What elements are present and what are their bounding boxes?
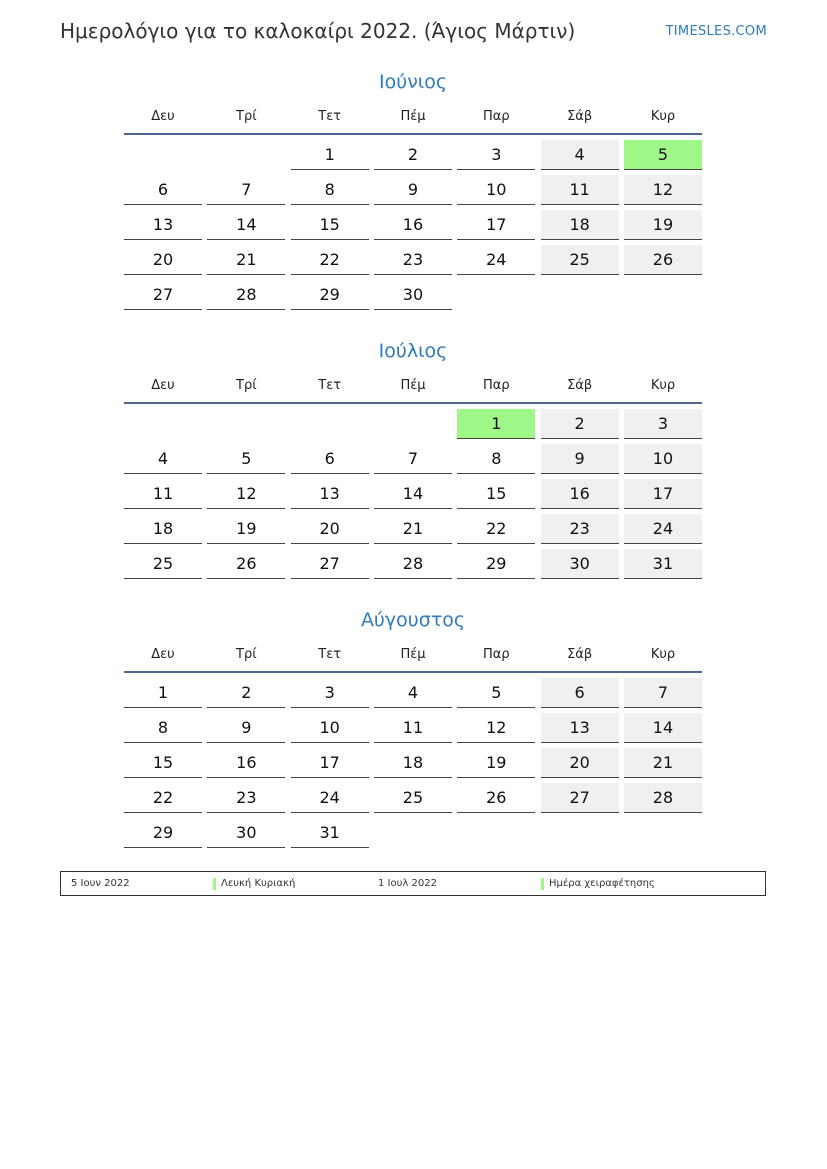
day-cell: 8 xyxy=(291,175,369,205)
weekday-header xyxy=(124,378,702,404)
month-july xyxy=(124,338,702,579)
day-grid xyxy=(124,409,702,579)
day-cell: 22 xyxy=(457,514,535,544)
empty-cell xyxy=(207,409,285,439)
weekday-label: Δευ xyxy=(151,109,175,124)
weekday-label: Τετ xyxy=(318,378,342,393)
weekday-label: Παρ xyxy=(483,109,510,124)
weekday-label: Τρί xyxy=(236,109,257,124)
day-cell: 23 xyxy=(374,245,452,275)
day-cell: 1 xyxy=(291,140,369,170)
day-cell: 25 xyxy=(124,549,202,579)
day-grid xyxy=(124,678,702,848)
day-cell: 13 xyxy=(291,479,369,509)
day-cell: 14 xyxy=(624,713,702,743)
day-cell: 12 xyxy=(457,713,535,743)
day-cell: 15 xyxy=(291,210,369,240)
day-cell: 9 xyxy=(207,713,285,743)
legend-date: 5 Ιουν 2022 xyxy=(71,878,130,889)
holiday-color-marker xyxy=(213,878,216,890)
day-cell: 19 xyxy=(624,210,702,240)
day-cell: 14 xyxy=(207,210,285,240)
day-cell: 27 xyxy=(124,280,202,310)
day-cell: 6 xyxy=(291,444,369,474)
day-cell: 2 xyxy=(374,140,452,170)
day-cell: 23 xyxy=(541,514,619,544)
day-cell: 20 xyxy=(124,245,202,275)
day-cell: 5 xyxy=(207,444,285,474)
day-cell: 4 xyxy=(541,140,619,170)
day-cell: 30 xyxy=(541,549,619,579)
weekday-header xyxy=(124,109,702,135)
day-cell: 29 xyxy=(124,818,202,848)
day-cell: 6 xyxy=(541,678,619,708)
day-cell: 9 xyxy=(374,175,452,205)
month-june xyxy=(124,69,702,310)
empty-cell xyxy=(291,409,369,439)
weekday-label: Κυρ xyxy=(650,647,676,662)
weekday-header xyxy=(124,647,702,673)
day-cell: 7 xyxy=(374,444,452,474)
weekday-label: Κυρ xyxy=(650,109,676,124)
day-cell: 29 xyxy=(291,280,369,310)
day-cell: 15 xyxy=(457,479,535,509)
legend-label: Ημέρα χειραφέτησης xyxy=(549,878,655,889)
page-title: Ημερολόγιο για το καλοκαίρι 2022. (Άγιος Μάρτιν) xyxy=(60,19,576,43)
day-cell: 31 xyxy=(624,549,702,579)
weekday-label: Κυρ xyxy=(650,378,676,393)
weekday-label: Σάβ xyxy=(567,109,593,124)
legend-date: 1 Ιουλ 2022 xyxy=(378,878,437,889)
day-cell: 21 xyxy=(624,748,702,778)
day-cell: 8 xyxy=(457,444,535,474)
weekday-label: Τετ xyxy=(318,647,342,662)
day-cell: 2 xyxy=(207,678,285,708)
weekday-label: Σάβ xyxy=(567,647,593,662)
day-cell: 16 xyxy=(207,748,285,778)
day-cell: 23 xyxy=(207,783,285,813)
day-cell: 25 xyxy=(374,783,452,813)
day-cell: 4 xyxy=(374,678,452,708)
weekday-label: Σάβ xyxy=(567,378,593,393)
day-cell: 13 xyxy=(124,210,202,240)
day-cell: 10 xyxy=(291,713,369,743)
day-cell: 18 xyxy=(374,748,452,778)
day-cell: 9 xyxy=(541,444,619,474)
day-cell: 26 xyxy=(207,549,285,579)
day-cell: 19 xyxy=(457,748,535,778)
day-cell: 2 xyxy=(541,409,619,439)
weekday-label: Δευ xyxy=(151,647,175,662)
day-cell: 24 xyxy=(624,514,702,544)
day-cell: 3 xyxy=(457,140,535,170)
weekday-label: Παρ xyxy=(483,378,510,393)
day-cell: 8 xyxy=(124,713,202,743)
day-cell: 16 xyxy=(541,479,619,509)
day-cell: 12 xyxy=(207,479,285,509)
day-cell: 10 xyxy=(624,444,702,474)
day-cell: 11 xyxy=(374,713,452,743)
holiday-day-cell: 1 xyxy=(457,409,535,439)
weekday-label: Πέμ xyxy=(400,109,426,124)
day-cell: 18 xyxy=(124,514,202,544)
day-cell: 4 xyxy=(124,444,202,474)
day-cell: 16 xyxy=(374,210,452,240)
day-cell: 11 xyxy=(541,175,619,205)
day-cell: 22 xyxy=(291,245,369,275)
day-cell: 24 xyxy=(291,783,369,813)
empty-cell xyxy=(374,409,452,439)
legend-label: Λευκή Κυριακή xyxy=(221,878,296,889)
day-cell: 21 xyxy=(374,514,452,544)
day-cell: 7 xyxy=(624,678,702,708)
day-cell: 7 xyxy=(207,175,285,205)
day-cell: 25 xyxy=(541,245,619,275)
brand-link[interactable]: TIMESLES.COM xyxy=(665,24,767,39)
day-cell: 11 xyxy=(124,479,202,509)
weekday-label: Παρ xyxy=(483,647,510,662)
day-cell: 24 xyxy=(457,245,535,275)
day-cell: 3 xyxy=(624,409,702,439)
day-grid xyxy=(124,140,702,310)
day-cell: 30 xyxy=(374,280,452,310)
month-name: Ιούλιος xyxy=(378,340,448,362)
day-cell: 13 xyxy=(541,713,619,743)
day-cell: 17 xyxy=(291,748,369,778)
day-cell: 31 xyxy=(291,818,369,848)
weekday-label: Τρί xyxy=(236,378,257,393)
weekday-label: Δευ xyxy=(151,378,175,393)
day-cell: 12 xyxy=(624,175,702,205)
month-august xyxy=(124,607,702,848)
day-cell: 26 xyxy=(457,783,535,813)
day-cell: 18 xyxy=(541,210,619,240)
day-cell: 20 xyxy=(541,748,619,778)
empty-cell xyxy=(124,140,202,170)
day-cell: 27 xyxy=(291,549,369,579)
day-cell: 20 xyxy=(291,514,369,544)
holiday-day-cell: 5 xyxy=(624,140,702,170)
day-cell: 28 xyxy=(207,280,285,310)
month-name: Αύγουστος xyxy=(360,609,466,631)
empty-cell xyxy=(207,140,285,170)
day-cell: 21 xyxy=(207,245,285,275)
month-name: Ιούνιος xyxy=(378,71,448,93)
day-cell: 22 xyxy=(124,783,202,813)
day-cell: 1 xyxy=(124,678,202,708)
day-cell: 14 xyxy=(374,479,452,509)
day-cell: 26 xyxy=(624,245,702,275)
day-cell: 30 xyxy=(207,818,285,848)
day-cell: 15 xyxy=(124,748,202,778)
day-cell: 5 xyxy=(457,678,535,708)
weekday-label: Πέμ xyxy=(400,378,426,393)
weekday-label: Τετ xyxy=(318,109,342,124)
day-cell: 10 xyxy=(457,175,535,205)
day-cell: 29 xyxy=(457,549,535,579)
day-cell: 6 xyxy=(124,175,202,205)
day-cell: 27 xyxy=(541,783,619,813)
day-cell: 28 xyxy=(624,783,702,813)
day-cell: 17 xyxy=(624,479,702,509)
day-cell: 17 xyxy=(457,210,535,240)
holiday-color-marker xyxy=(541,878,544,890)
day-cell: 19 xyxy=(207,514,285,544)
weekday-label: Πέμ xyxy=(400,647,426,662)
weekday-label: Τρί xyxy=(236,647,257,662)
holiday-legend xyxy=(60,871,766,896)
day-cell: 28 xyxy=(374,549,452,579)
empty-cell xyxy=(124,409,202,439)
day-cell: 3 xyxy=(291,678,369,708)
